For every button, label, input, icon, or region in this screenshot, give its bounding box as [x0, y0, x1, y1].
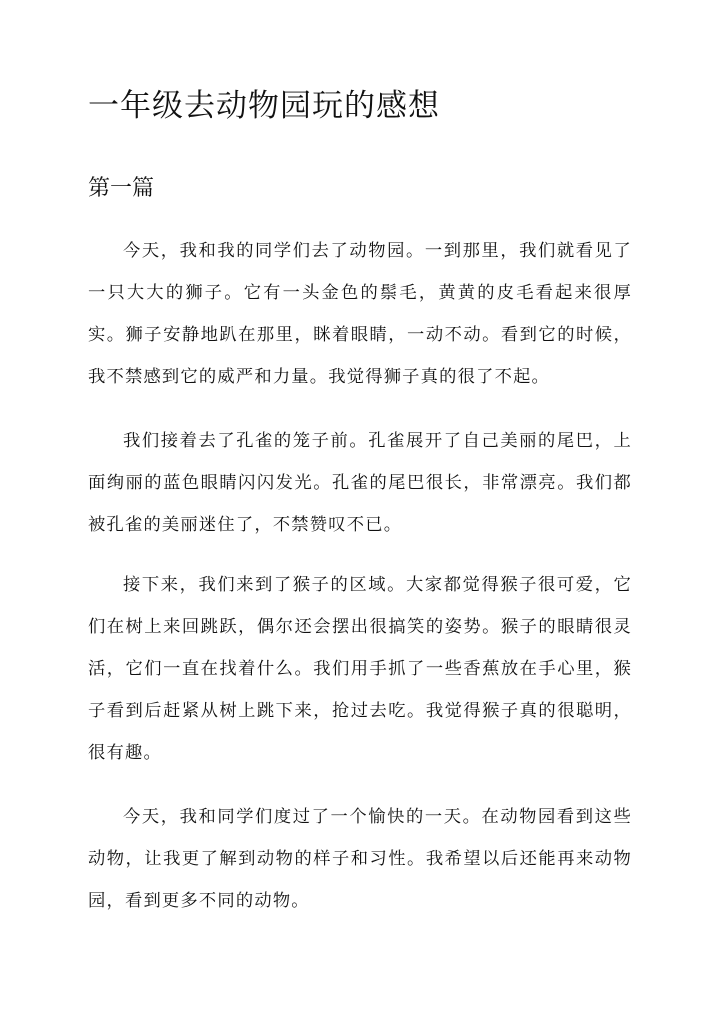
paragraph-lion: 今天，我和我的同学们去了动物园。一到那里，我们就看见了一只大大的狮子。它有一头金色的鬃毛，黄黄的皮毛看起来很厚实。狮子安静地趴在那里，眯着眼睛，一动不动。看到它的时候，我不禁感到它的威严和力量。我觉得狮子真的很了不起。 [88, 241, 632, 387]
document-title: 一年级去动物园玩的感想 [88, 88, 440, 124]
paragraph-conclusion: 今天，我和同学们度过了一个愉快的一天。在动物园看到这些动物，让我更了解到动物的样子和习性。我希望以后还能再来动物园，看到更多不同的动物。 [88, 807, 632, 911]
section-heading: 第一篇 [88, 176, 155, 201]
paragraph-monkey: 接下来，我们来到了猴子的区域。大家都觉得猴子很可爱，它们在树上来回跳跃，偶尔还会摆出很搞笑的姿势。猴子的眼睛很灵活，它们一直在找着什么。我们用手抓了一些香蕉放在手心里，猴子看到后赶紧从树上跳下来，抢过去吃。我觉得猴子真的很聪明，很有趣。 [88, 575, 632, 763]
paragraph-peacock: 我们接着去了孔雀的笼子前。孔雀展开了自己美丽的尾巴，上面绚丽的蓝色眼睛闪闪发光。孔雀的尾巴很长，非常漂亮。我们都被孔雀的美丽迷住了，不禁赞叹不已。 [88, 431, 632, 535]
